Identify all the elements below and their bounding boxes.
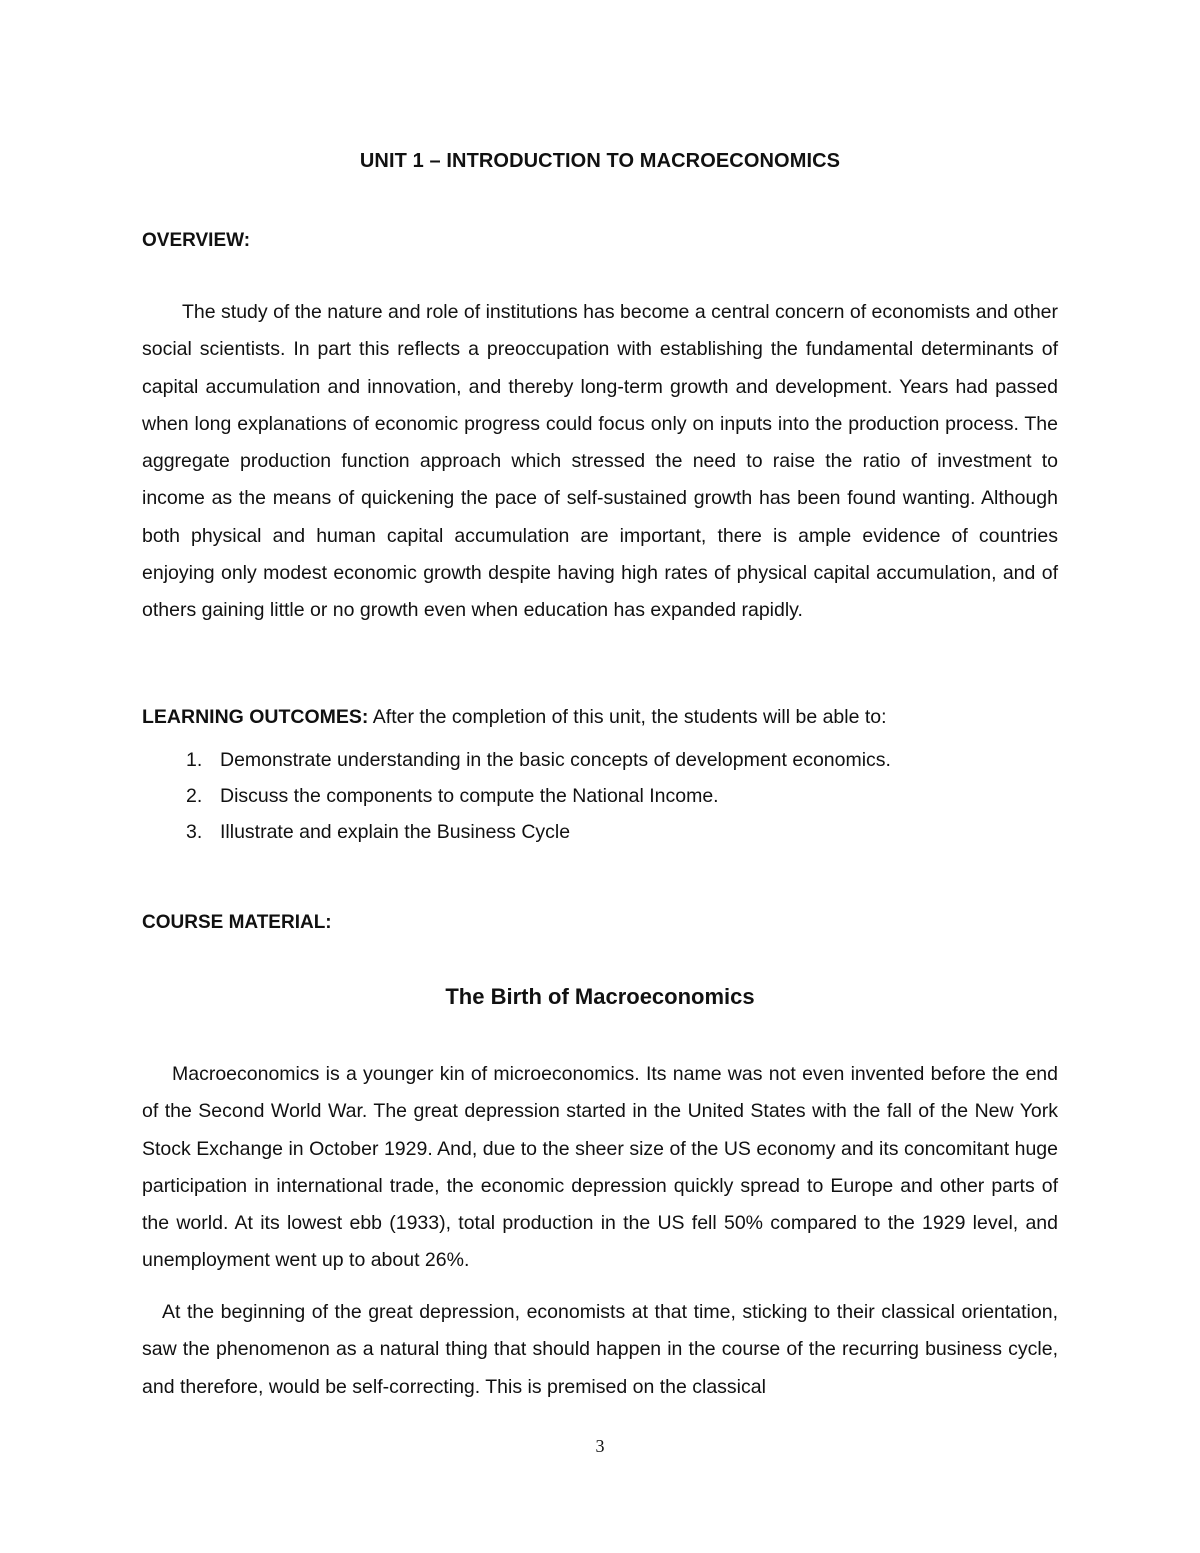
list-item-number: 3. [186, 821, 203, 843]
list-item-number: 1. [186, 749, 203, 771]
list-item [186, 778, 891, 814]
list-item-number: 2. [186, 785, 203, 807]
list-item [186, 742, 891, 778]
learning-outcomes-intro: After the completion of this unit, the students will be able to: [368, 706, 887, 728]
overview-paragraph: The study of the nature and role of institutions has become a central concern of economists and other social scientists. In part this reflects a preoccupation with establishing the fundamental determinants of capital accumulation and innovation, and thereby long-term growth and development. Years had passed when long explanations of economic progress could focus only on inputs into the production process. The aggregate production function approach which stressed the need to raise the ratio of investment to income as the means of quickening the pace of self-sustained growth has been found wanting. Although both physical and human capital accumulation are important, there is ample evidence of countries enjoying only modest economic growth despite having high rates of physical capital accumulation, and of others gaining little or no growth even when education has expanded rapidly. [142, 301, 1058, 622]
list-item-text: Demonstrate understanding in the basic concepts of development economics. [220, 749, 891, 771]
course-material-heading: COURSE MATERIAL: [142, 912, 332, 933]
learning-outcomes-line [142, 706, 887, 729]
learning-outcomes-label: LEARNING OUTCOMES: [142, 706, 369, 728]
unit-title: UNIT 1 – INTRODUCTION TO MACROECONOMICS [359, 150, 841, 172]
birth-paragraph-2: At the beginning of the great depression, economists at that time, sticking to their classical orientation, saw the phenomenon as a natural thing that should happen in the course of the recurring business cycle, and therefore, would be self-correcting. This is premised on the classical [142, 1301, 1058, 1398]
overview-heading: OVERVIEW: [142, 230, 251, 251]
birth-paragraph-1: Macroeconomics is a younger kin of microeconomics. Its name was not even invented before the end of the Second World War. The great depression started in the United States with the fall of the New York Stock Exchange in October 1929. And, due to the sheer size of the US economy and its concomitant huge participation in international trade, the economic depression quickly spread to Europe and other parts of the world. At its lowest ebb (1933), total production in the US fell 50% compared to the 1929 level, and unemployment went up to about 26%. [142, 1063, 1058, 1272]
list-item-text: Discuss the components to compute the National Income. [220, 785, 719, 807]
list-item [186, 814, 891, 850]
list-item-text: Illustrate and explain the Business Cycle [220, 821, 571, 843]
section-title: The Birth of Macroeconomics [445, 984, 755, 1009]
learning-outcomes-list [186, 742, 891, 850]
page-number: 3 [595, 1436, 605, 1456]
